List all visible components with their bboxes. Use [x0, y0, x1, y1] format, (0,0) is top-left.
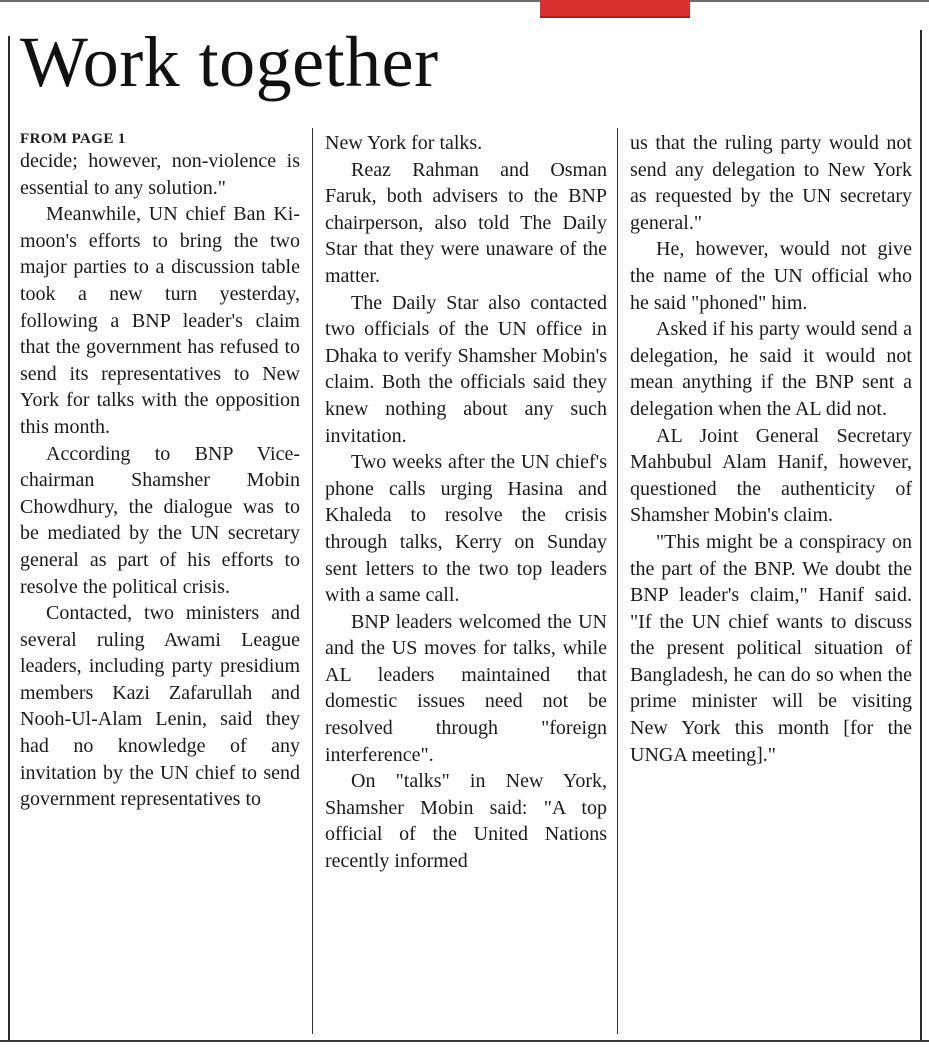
column-divider: [312, 128, 313, 1034]
paragraph: According to BNP Vice-chairman Shamsher Mobin Chowdhury, the dialogue was to be mediated by the UN secretary general as part of his efforts to resolve the political crisis.: [20, 442, 300, 598]
left-border-rule: [8, 36, 10, 1040]
headline: Work together: [20, 22, 439, 102]
paragraph: "This might be a conspiracy on the part of the BNP. We doubt the BNP leader's claim," Hanif said. "If the UN chief wants to discuss the present political situation of Bangladesh, he can do so when the prime minister will be visiting New York this month [for the UNGA meeting].": [630, 530, 912, 766]
paragraph: BNP leaders welcomed the UN and the US moves for talks, while AL leaders maintained that domestic issues need not be resolved through "foreign interference".: [325, 610, 607, 766]
paragraph: Reaz Rahman and Osman Faruk, both advisers to the BNP chairperson, also told The Daily Star that they were unaware of the matter.: [325, 158, 607, 287]
paragraph: New York for talks.: [325, 132, 483, 154]
section-tab-decoration: [540, 0, 690, 18]
top-rule: [0, 0, 929, 2]
article-column-1: [20, 130, 300, 1030]
bottom-border-rule: [0, 1040, 929, 1042]
article-column-2: [325, 130, 607, 1030]
continuation-kicker: FROM PAGE 1: [20, 131, 126, 147]
paragraph: us that the ruling party would not send any delegation to New York as requested by the UN secretary general.": [630, 132, 912, 234]
paragraph: Meanwhile, UN chief Ban Ki-moon's efforts to bring the two major parties to a discussion table took a new turn yesterday, following a BNP leader's claim that the government has refused to send its representatives to New York for talks with the opposition this month.: [20, 203, 300, 438]
paragraph: He, however, would not give the name of the UN official who he said "phoned" him.: [630, 238, 912, 314]
paragraph: On "talks" in New York, Shamsher Mobin said: "A top official of the United Nations recently informed: [325, 770, 607, 873]
right-border-rule: [920, 30, 922, 1040]
paragraph: AL Joint General Secretary Mahbubul Alam Hanif, however, questioned the authenticity of Shamsher Mobin's claim.: [630, 424, 912, 527]
paragraph: The Daily Star also contacted two officials of the UN office in Dhaka to verify Shamsher Mobin's claim. Both the officials said they knew nothing about any such invitation.: [325, 291, 607, 447]
article-column-3: [630, 130, 912, 1030]
paragraph: Two weeks after the UN chief's phone calls urging Hasina and Khaleda to resolve the crisis through talks, Kerry on Sunday sent letters to the two top leaders with a same call.: [325, 451, 607, 607]
paragraph: Contacted, two ministers and several ruling Awami League leaders, including party presidium members Kazi Zafarullah and Nooh-Ul-Alam Lenin, said they had no knowledge of any invitation by the UN chief to send government representatives to: [20, 602, 300, 811]
paragraph: decide; however, non-violence is essential to any solution.": [20, 150, 300, 199]
column-divider: [617, 128, 618, 1034]
paragraph: Asked if his party would send a delegation, he said it would not mean anything if the BNP sent a delegation when the AL did not.: [630, 318, 912, 420]
